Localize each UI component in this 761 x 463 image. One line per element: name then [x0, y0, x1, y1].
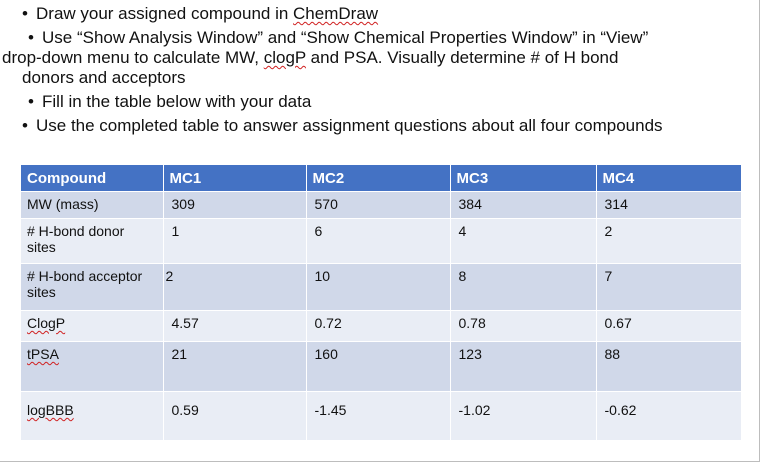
- cell-mc4: 314: [596, 192, 741, 219]
- header-mc1: MC1: [163, 165, 306, 192]
- instruction-analysis: • Use “Show Analysis Window” and “Show Chemical Properties Window” in “View” drop-down menu to calculate MW, clogP and PSA. Visually determine # of H bond donors and acceptors: [2, 28, 649, 87]
- row-label: # H-bond acceptor sites: [21, 264, 163, 311]
- cell-mc1: 21: [163, 342, 306, 392]
- bullet-icon: •: [28, 28, 34, 47]
- cell-mc2: 6: [306, 219, 450, 264]
- bullet-icon: •: [22, 116, 28, 135]
- table-row: [21, 342, 741, 392]
- cell-mc2: 10: [306, 264, 450, 311]
- table-row: [21, 264, 741, 311]
- row-label: MW (mass): [21, 192, 163, 219]
- chemdraw-word: ChemDraw: [293, 4, 379, 23]
- table-row: [21, 311, 741, 342]
- compound-table: [21, 165, 741, 440]
- cell-mc3: 4: [450, 219, 596, 264]
- cell-mc2: 0.72: [306, 311, 450, 342]
- header-mc4: MC4: [596, 165, 741, 192]
- cell-mc4: 88: [596, 342, 741, 392]
- cell-mc1: 309: [163, 192, 306, 219]
- row-label: logBBB: [21, 392, 163, 441]
- cell-mc4: 0.67: [596, 311, 741, 342]
- instruction-list: [2, 4, 742, 140]
- cell-mc3: 0.78: [450, 311, 596, 342]
- cell-mc3: 123: [450, 342, 596, 392]
- cell-mc1: 2: [163, 264, 306, 311]
- table-row: [21, 219, 741, 264]
- cell-mc1: 0.59: [163, 392, 306, 441]
- row-label: # H-bond donor sites: [21, 219, 163, 264]
- table-header-row: [21, 165, 741, 192]
- row-label: ClogP: [21, 311, 163, 342]
- bullet-icon: •: [28, 92, 34, 111]
- bullet-icon: •: [22, 4, 28, 23]
- row-label: tPSA: [21, 342, 163, 392]
- cell-mc3: 8: [450, 264, 596, 311]
- cell-mc4: 7: [596, 264, 741, 311]
- instruction-fill-table: • Fill in the table below with your data: [28, 92, 312, 111]
- cell-mc2: -1.45: [306, 392, 450, 441]
- cell-mc3: 384: [450, 192, 596, 219]
- instruction-questions: • Use the completed table to answer assignment questions about all four compounds: [22, 116, 663, 135]
- cell-mc2: 160: [306, 342, 450, 392]
- table-row: [21, 392, 741, 441]
- cell-mc2: 570: [306, 192, 450, 219]
- cell-mc1: 4.57: [163, 311, 306, 342]
- cell-mc1: 1: [163, 219, 306, 264]
- cell-mc4: 2: [596, 219, 741, 264]
- header-compound: Compound: [21, 165, 163, 192]
- clogp-word: clogP: [263, 48, 306, 67]
- instruction-draw: • Draw your assigned compound in ChemDraw: [22, 4, 379, 23]
- cell-mc3: -1.02: [450, 392, 596, 441]
- header-mc2: MC2: [306, 165, 450, 192]
- table-row: [21, 192, 741, 219]
- header-mc3: MC3: [450, 165, 596, 192]
- cell-mc4: -0.62: [596, 392, 741, 441]
